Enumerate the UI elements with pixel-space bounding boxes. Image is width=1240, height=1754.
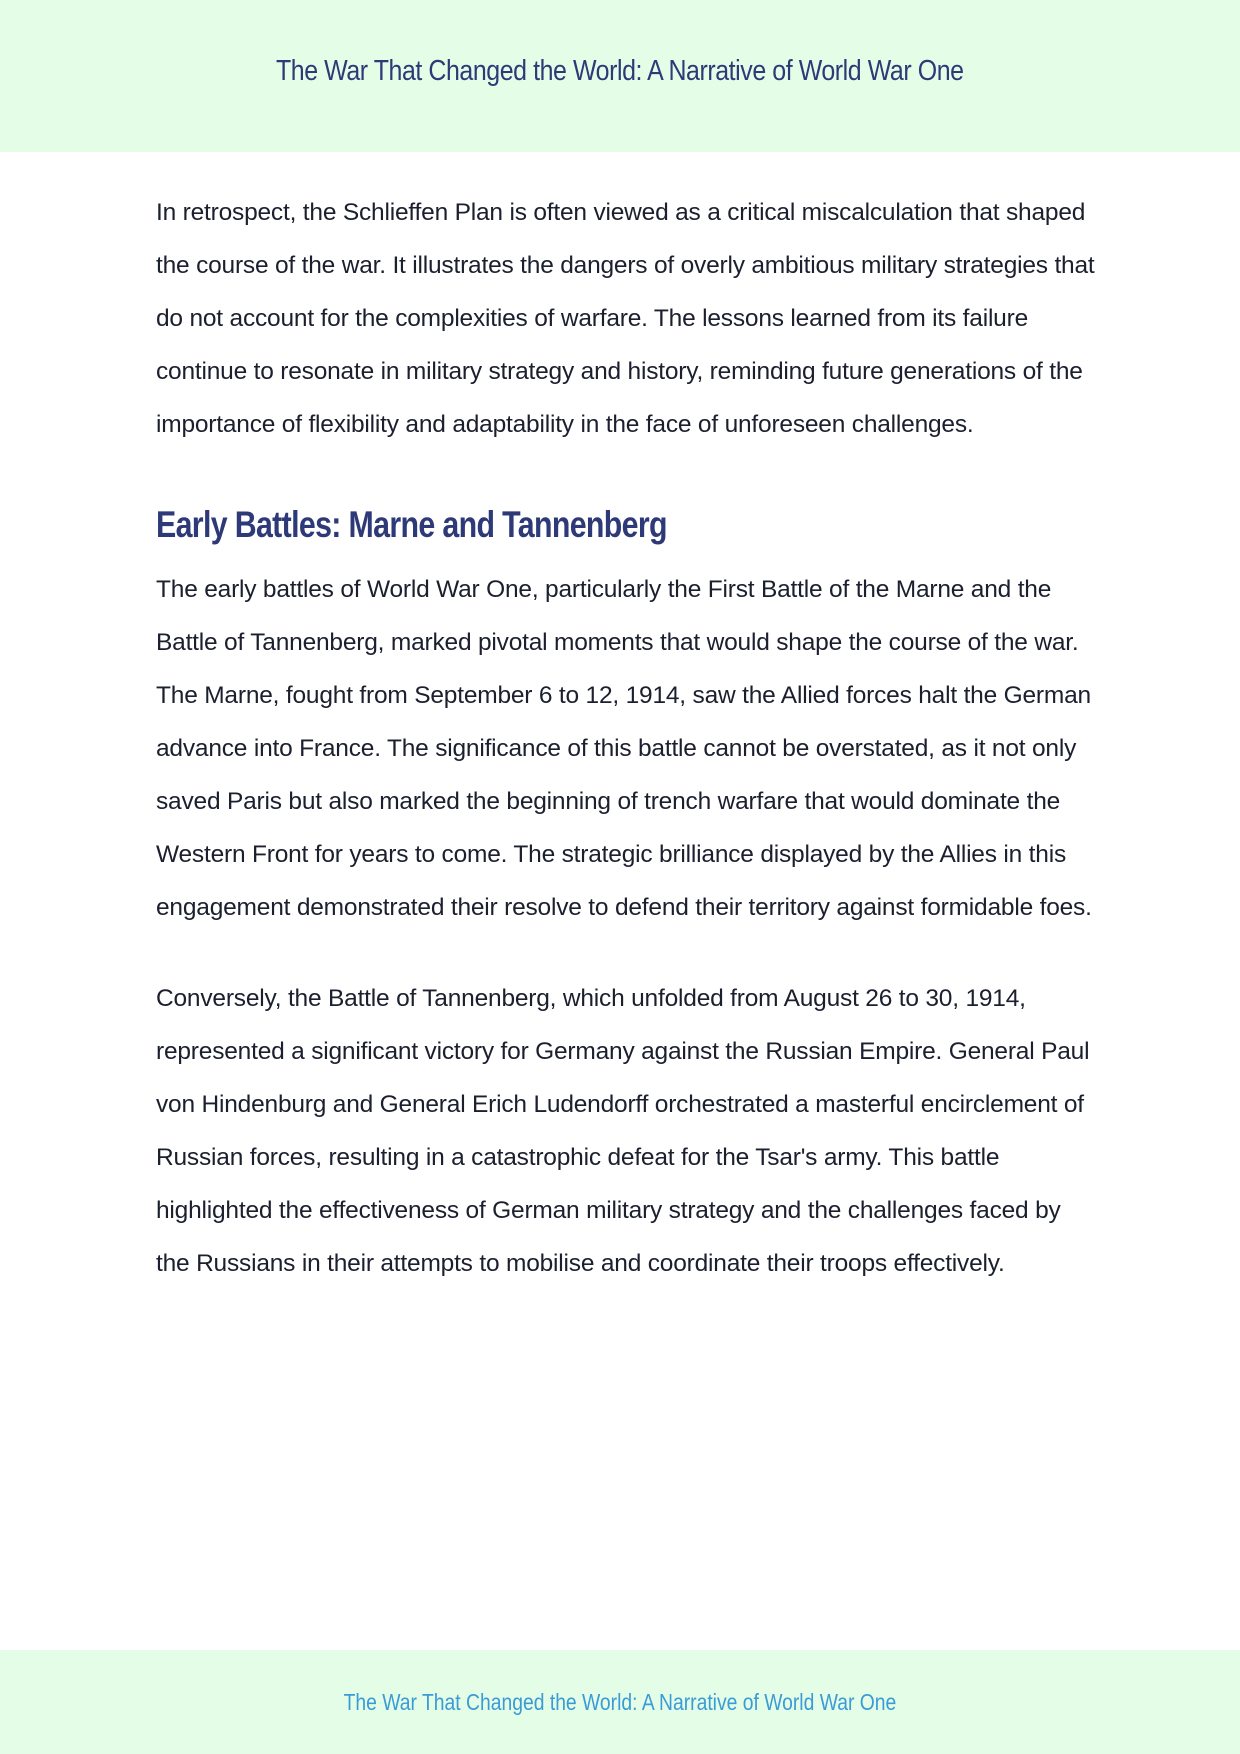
page-footer bbox=[0, 1650, 1240, 1754]
section-heading: Early Battles: Marne and Tannenberg bbox=[156, 504, 667, 545]
page-header bbox=[0, 0, 1240, 152]
page-content bbox=[156, 186, 1096, 1290]
footer-title: The War That Changed the World: A Narrative of World War One bbox=[343, 1688, 897, 1715]
marne-paragraph: The early battles of World War One, particularly the First Battle of the Marne and the Battle of Tannenberg, marked pivotal moments that would shape the course of the war. The Marne, fought from September 6 to 12, 1914, saw the Allied forces halt the German advance into France. The significance of this battle cannot be overstated, as it not only saved Paris but also marked the beginning of trench warfare that would dominate the Western Front for years to come. The strategic brilliance displayed by the Allies in this engagement demonstrated their resolve to defend their territory against formidable foes. bbox=[156, 576, 1092, 921]
document-title: The War That Changed the World: A Narrative of World War One bbox=[276, 54, 964, 87]
intro-paragraph: In retrospect, the Schlieffen Plan is often viewed as a critical miscalculation that shaped the course of the war. It illustrates the dangers of overly ambitious military strategies that do not account for the complexities of warfare. The lessons learned from its failure continue to resonate in military strategy and history, reminding future generations of the importance of flexibility and adaptability in the face of unforeseen challenges. bbox=[156, 199, 1095, 438]
tannenberg-paragraph: Conversely, the Battle of Tannenberg, which unfolded from August 26 to 30, 1914, represented a significant victory for Germany against the Russian Empire. General Paul von Hindenburg and General Erich Ludendorff orchestrated a masterful encirclement of Russian forces, resulting in a catastrophic defeat for the Tsar's army. This battle highlighted the effectiveness of German military strategy and the challenges faced by the Russians in their attempts to mobilise and coordinate their troops effectively. bbox=[156, 985, 1090, 1277]
